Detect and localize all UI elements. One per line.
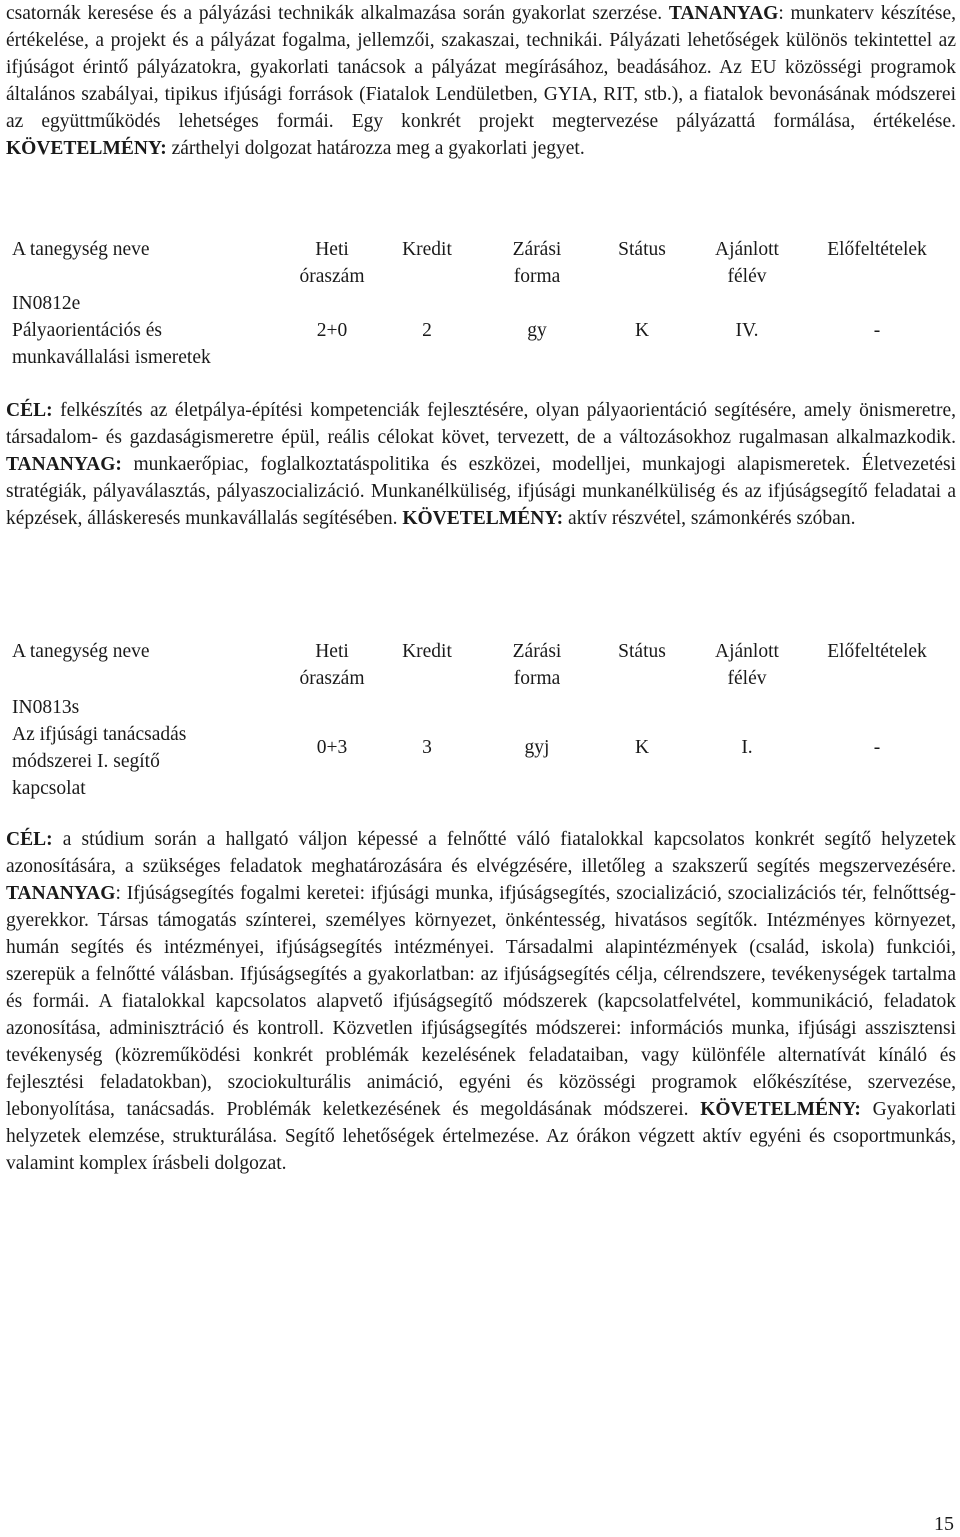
course2-name-line1: Az ifjúsági tanácsadás — [12, 724, 187, 745]
course1-semester: IV. — [735, 320, 759, 341]
course1-kovetelmeny-text: aktív részvétel, számonkérés szóban. — [563, 508, 856, 529]
header-semester-2-line1: Ajánlott — [715, 641, 779, 662]
header-exam — [487, 236, 587, 290]
course1-hours: 2+0 — [316, 320, 348, 341]
intro-paragraph — [6, 0, 956, 162]
header-credit-2: Kredit — [402, 641, 452, 662]
header-exam-2 — [487, 638, 587, 692]
course2-kovetelmeny-text: Gyakorlati helyzetek elemzése, strukturálása. Segítő lehetőségek értelmezése. Az órákon végzett aktív egyéni és csoportmunkás, valamint komplex írásbeli dolgozat. — [6, 1099, 956, 1174]
header-exam-line1: Zárási — [512, 239, 562, 260]
header-semester-line1: Ajánlott — [715, 239, 779, 260]
course2-hours: 0+3 — [316, 737, 348, 758]
course2-exam: gyj — [524, 737, 550, 758]
header-semester-2 — [697, 638, 797, 692]
intro-text-1: csatornák keresése és a pályázási technikák alkalmazása során gyakorlat szerzése. — [6, 3, 669, 24]
course2-cel-label: CÉL: — [6, 829, 53, 850]
course1-name-line1: Pályaorientációs és — [12, 320, 162, 341]
course1-description — [6, 397, 956, 532]
course1-name-line2: munkavállalási ismeretek — [12, 347, 211, 368]
course1-tananyag-text: munkaerőpiac, foglalkoztatáspolitika és eszközei, modelljei, munkajogi alapismeretek. Életvezetési stratégiák, pályaválasztás, pályaszocializáció. Munkanélküliség, ifjúsági munkanélküliség és az ifjúságsegítő feladatai a képzések, álláskeresés munkavállalás segítésében. — [6, 454, 956, 529]
header-hours-2-line2: óraszám — [299, 668, 365, 689]
header-semester — [697, 236, 797, 290]
header-semester-line2: félév — [727, 266, 767, 287]
course2-semester: I. — [741, 737, 753, 758]
course2-status: K — [634, 737, 650, 758]
course1-code: IN0812e — [12, 293, 81, 314]
header-credit: Kredit — [402, 239, 452, 260]
course1-prereq: - — [873, 320, 881, 341]
header-hours — [282, 236, 382, 290]
course2-tananyag-label: TANANYAG — [6, 883, 116, 904]
course2-cel-text: a stúdium során a hallgató váljon képessé a felnőtté váló fiatalokkal kapcsolatos konkrét segítő helyzetek azonosítására, a szükséges feladatok meghatározására és elvégzésére, illetőleg a szakszerű segítés megszervezésére. — [6, 829, 956, 877]
course1-credit: 2 — [422, 320, 432, 341]
header-exam-2-line1: Zárási — [512, 641, 562, 662]
course1-tananyag-label: TANANYAG: — [6, 454, 122, 475]
course2-description — [6, 826, 956, 1177]
intro-kovetelmeny-label: KÖVETELMÉNY: — [6, 138, 167, 159]
course2-code: IN0813s — [12, 697, 80, 718]
course2-prereq: - — [873, 737, 881, 758]
course1-exam: gy — [527, 320, 547, 341]
course2-tananyag-text: : Ifjúságsegítés fogalmi keretei: ifjúsági munka, ifjúságsegítés, szocializáció, szocializációs tér, felnőttség-gyerekkor. Társas támogatás színterei, személyes környezet, önkéntesség, hivatásos segítők. Intézményes környezet, humán segítés és intézményei, ifjúságsegítés intézményei. Társadalmi alapintézmények (család, iskola) funkciói, szerepük a felnőtté válásban. Ifjúságsegítés a gyakorlatban: az ifjúságsegítés célja, célrendszere, tevékenységek tartalma és formái. A fiatalokkal kapcsolatos alapvető ifjúságsegítő módszerek (kapcsolatfelvétel, kommunikáció, feladatok azonosítása, adminisztráció és kontroll. Közvetlen ifjúságsegítés módszerei: információs munka, ifjúsági asszisztensi tevékenység (közreműködési konkrét problémák kezelésének feladataiban, vagy különféle alternatívát kínáló és fejlesztési feladatokban), szociokulturális animáció, egyéni és közösségi programok előkészítése, szervezése, lebonyolítása, tanácsadás. Problémák keletkezésének és megoldásának módszerei. — [6, 883, 956, 1120]
course1-status: K — [634, 320, 650, 341]
course-table-2 — [12, 638, 952, 798]
course1-name — [12, 290, 272, 371]
header-exam-line2: forma — [513, 266, 561, 287]
header-hours-2-line1: Heti — [315, 641, 349, 662]
header-status: Státus — [618, 239, 666, 260]
course2-name-line2: módszerei I. segítő — [12, 751, 160, 772]
header-prereq: Előfeltételek — [827, 239, 927, 260]
course-table-1 — [12, 236, 952, 366]
header-exam-2-line2: forma — [513, 668, 561, 689]
page-number: 15 — [934, 1513, 954, 1535]
header-prereq-2: Előfeltételek — [827, 641, 927, 662]
header-name: A tanegység neve — [12, 239, 150, 260]
course2-name-line3: kapcsolat — [12, 778, 86, 799]
intro-text-2: : munkaterv készítése, értékelése, a projekt és a pályázat fogalma, jellemzői, szakaszai, technikái. Pályázati lehetőségek különös tekintettel az ifjúságot érintő pályázatokra, gyakorlati tanácsok a pályázat megírásához, beadásához. Az EU közösségi programok általános szabályai, tipikus ifjúsági források (Fiatalok Lendületben, GYIA, RIT, stb.), a fiatalok bevonásának módszerei az együttműködés lehetséges formái. Egy konkrét projekt megtervezése pályázattá formálása, értékelése. — [6, 3, 956, 132]
course1-cel-text: felkészítés az életpálya-építési kompetenciák fejlesztésére, olyan pályaorientáció segítésére, amely önismeretre, társadalom- és gazdaságismeretre épül, reális célokat követ, tervezett, de a változásokhoz rugalmasan alkalmazkodik. — [6, 400, 956, 448]
header-hours-line1: Heti — [315, 239, 349, 260]
course1-cel-label: CÉL: — [6, 400, 53, 421]
header-name-2: A tanegység neve — [12, 641, 150, 662]
header-semester-2-line2: félév — [727, 668, 767, 689]
intro-text-3: zárthelyi dolgozat határozza meg a gyakorlati jegyet. — [166, 138, 585, 159]
course2-credit: 3 — [422, 737, 432, 758]
header-hours-line2: óraszám — [299, 266, 365, 287]
header-status-2: Státus — [618, 641, 666, 662]
intro-tananyag-label: TANANYAG — [668, 3, 779, 24]
course2-kovetelmeny-label: KÖVETELMÉNY: — [700, 1099, 861, 1120]
header-hours-2 — [282, 638, 382, 692]
course1-kovetelmeny-label: KÖVETELMÉNY: — [402, 508, 564, 529]
course2-name — [12, 694, 272, 802]
